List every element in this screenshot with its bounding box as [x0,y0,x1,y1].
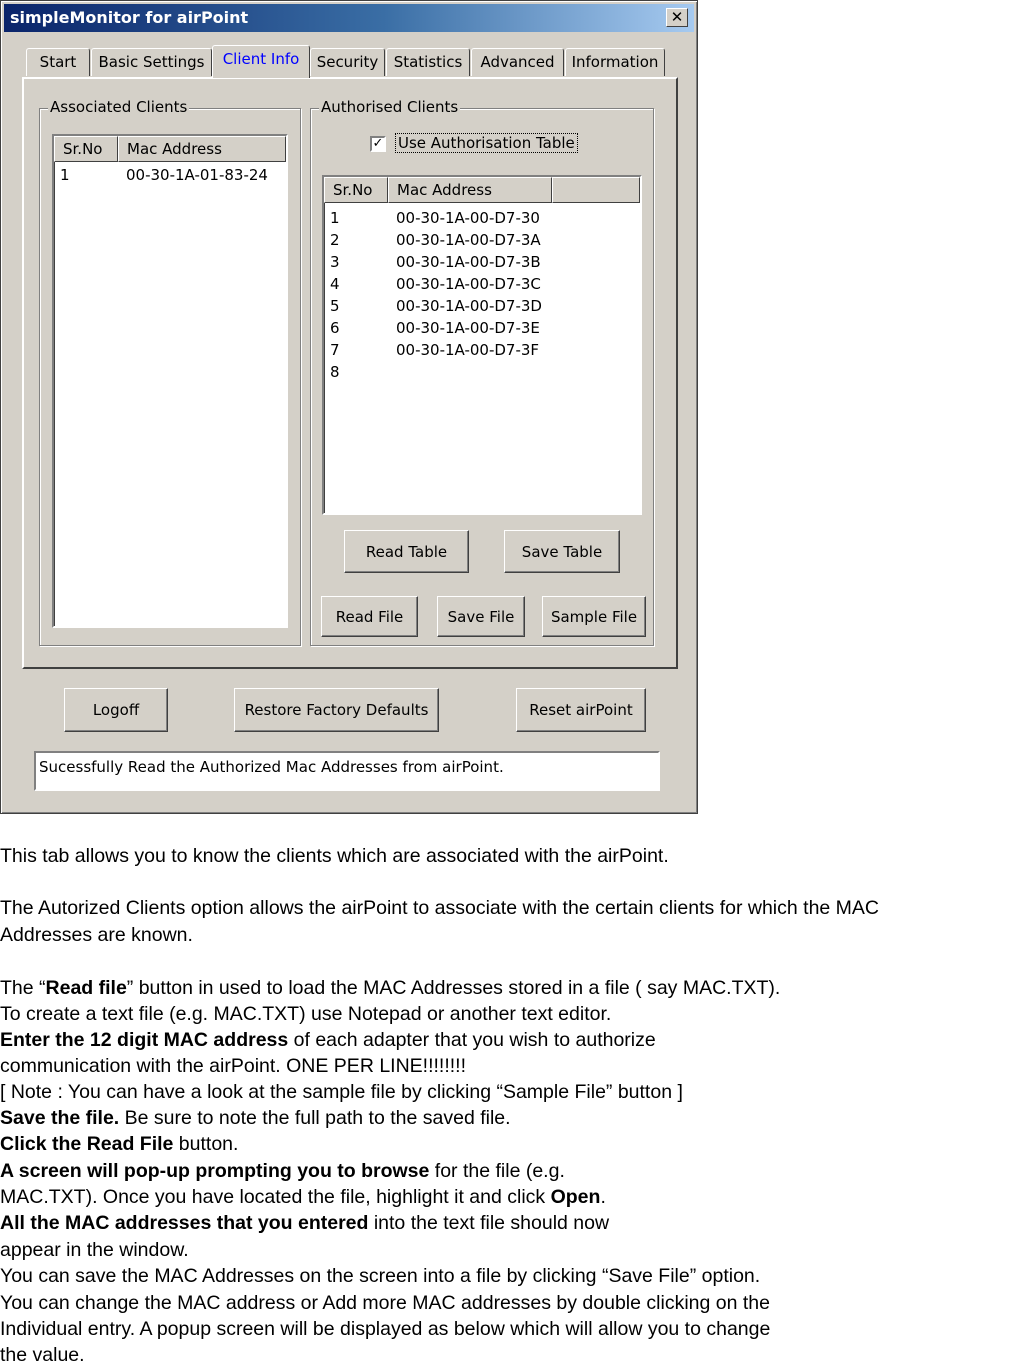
close-icon: ✕ [670,8,684,26]
doc-line-15: the value. [0,1344,85,1366]
bold-text: Save the file. [0,1107,120,1129]
reset-airpoint-button[interactable]: Reset airPoint [516,688,646,732]
doc-line-4: communication with the airPoint. ONE PER LINE!!!!!!!! [0,1055,467,1077]
doc-line-10 [0,1212,609,1235]
list-item-srno[interactable]: 6 [330,319,340,337]
text: MAC.TXT). Once you have located the file, highlight it and click [0,1186,551,1208]
doc-line-11: appear in the window. [0,1239,189,1261]
title-bar[interactable] [4,4,694,32]
doc-line-1 [0,977,780,1000]
list-item-mac[interactable]: 00-30-1A-00-D7-3E [396,319,540,337]
doc-paragraph-2b: Addresses are known. [0,924,193,946]
bold-text: Click the Read File [0,1133,174,1155]
doc-line-8 [0,1160,565,1183]
list-item-srno[interactable]: 5 [330,297,340,315]
list-item-mac[interactable]: 00-30-1A-00-D7-3D [396,297,542,315]
tab-advanced[interactable]: Advanced [471,48,564,76]
list-item-mac[interactable]: 00-30-1A-00-D7-30 [396,209,540,227]
column-header-srno[interactable]: Sr.No [54,136,118,162]
associated-clients-group [39,98,301,646]
sample-file-button[interactable]: Sample File [542,596,646,637]
list-item-mac[interactable]: 00-30-1A-00-D7-3F [396,341,540,359]
associated-clients-label: Associated Clients [50,98,188,116]
text: ” button in used to load the MAC Addresses stored in a file ( say MAC.TXT). [126,977,781,999]
use-authorisation-label[interactable]: Use Authorisation Table [395,133,578,153]
tab-statistics[interactable]: Statistics [386,48,470,76]
bold-text: Enter the 12 digit MAC address [0,1029,289,1051]
list-item-mac[interactable]: 00-30-1A-00-D7-3C [396,275,541,293]
doc-line-3 [0,1029,656,1052]
list-item-mac[interactable]: 00-30-1A-00-D7-3A [396,231,541,249]
column-header-mac[interactable]: Mac Address [388,177,552,203]
tab-security[interactable]: Security [310,48,385,76]
list-item-srno[interactable]: 8 [330,363,340,381]
authorised-clients-list[interactable] [322,175,642,515]
status-bar: Sucessfully Read the Authorized Mac Addresses from airPoint. [34,751,660,791]
column-header-mac[interactable]: Mac Address [118,136,286,162]
doc-line-14: Individual entry. A popup screen will be displayed as below which will allow you to change [0,1318,771,1340]
tab-basic-settings[interactable]: Basic Settings [91,48,212,76]
text: button. [173,1133,239,1155]
save-file-button[interactable]: Save File [437,596,525,637]
client-info-panel [22,77,678,669]
column-header-blank[interactable] [552,177,640,203]
text: The “ [0,977,46,999]
list-item-srno[interactable]: 7 [330,341,340,359]
list-item-srno[interactable]: 4 [330,275,340,293]
list-item-srno[interactable]: 1 [60,166,70,184]
doc-line-5: [ Note : You can have a look at the sample file by clicking “Sample File” button ] [0,1081,683,1103]
checkmark-icon: ✓ [372,136,384,151]
app-window [0,0,698,814]
doc-line-13: You can change the MAC address or Add more MAC addresses by double clicking on the [0,1292,770,1314]
save-table-button[interactable]: Save Table [504,530,620,573]
doc-line-12: You can save the MAC Addresses on the screen into a file by clicking “Save File” option. [0,1265,761,1287]
text: into the text file should now [368,1212,610,1234]
list-item-mac[interactable]: 00-30-1A-01-83-24 [126,166,268,184]
list-item-srno[interactable]: 3 [330,253,340,271]
tab-information[interactable]: Information [565,48,665,76]
close-button[interactable] [666,8,688,27]
text: . [600,1186,606,1208]
text: for the file (e.g. [429,1160,565,1182]
authorised-clients-label: Authorised Clients [321,98,459,116]
list-item-mac[interactable]: 00-30-1A-00-D7-3B [396,253,541,271]
tab-start[interactable]: Start [26,48,90,76]
list-item-srno[interactable]: 1 [330,209,340,227]
read-file-button[interactable]: Read File [321,596,418,637]
doc-line-2: To create a text file (e.g. MAC.TXT) use Notepad or another text editor. [0,1003,612,1025]
tab-client-info[interactable]: Client Info [212,45,310,78]
bold-text: Open [550,1186,601,1208]
doc-line-6 [0,1107,511,1130]
bold-text: All the MAC addresses that you entered [0,1212,369,1234]
text: of each adapter that you wish to authorize [288,1029,656,1051]
use-authorisation-checkbox[interactable] [370,136,386,152]
text: Be sure to note the full path to the saved file. [119,1107,511,1129]
logoff-button[interactable]: Logoff [64,688,168,732]
column-header-srno[interactable]: Sr.No [324,177,388,203]
doc-line-7 [0,1133,238,1156]
bold-text: A screen will pop-up prompting you to browse [0,1160,430,1182]
read-table-button[interactable]: Read Table [344,530,469,573]
restore-factory-defaults-button[interactable]: Restore Factory Defaults [234,688,439,732]
window-title: simpleMonitor for airPoint [10,8,249,27]
bold-text: Read file [45,977,127,999]
doc-line-9 [0,1186,606,1209]
list-item-srno[interactable]: 2 [330,231,340,249]
authorised-clients-group [310,98,654,646]
associated-clients-list[interactable] [52,134,288,628]
doc-paragraph-1: This tab allows you to know the clients which are associated with the airPoint. [0,845,669,867]
doc-paragraph-2a: The Autorized Clients option allows the airPoint to associate with the certain clients for which the MAC [0,897,880,919]
